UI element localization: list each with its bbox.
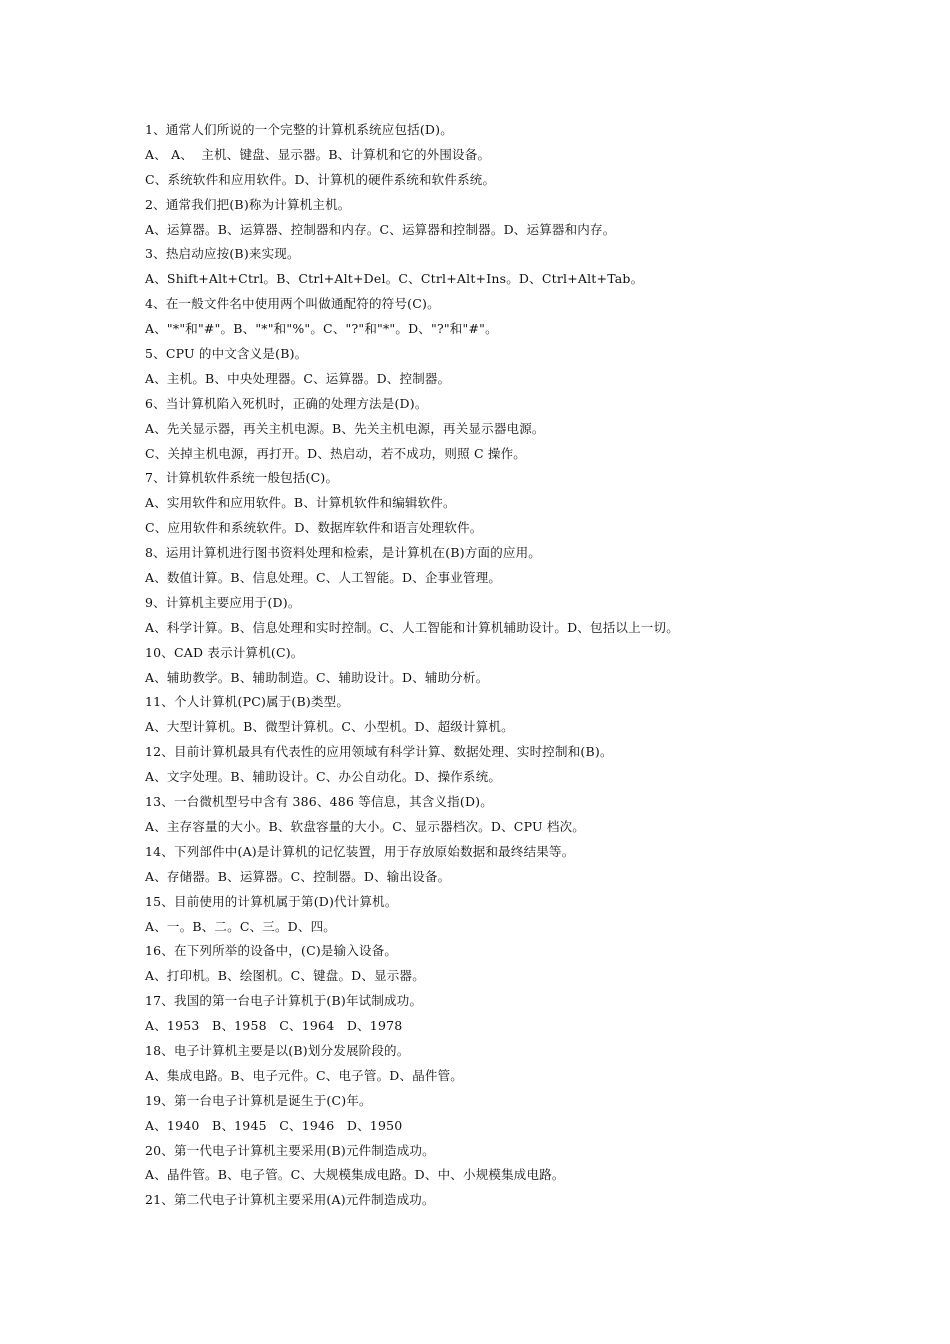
options-3: A、Shift+Alt+Ctrl。B、Ctrl+Alt+Del。C、Ctrl+Alt+Ins。D、Ctrl+Alt+Tab。 bbox=[145, 271, 644, 287]
question-8: 8、运用计算机进行图书资料处理和检索，是计算机在(B)方面的应用。 bbox=[145, 545, 541, 561]
options-14: A、存储器。B、运算器。C、控制器。D、输出设备。 bbox=[145, 868, 451, 884]
options-10: A、辅助教学。B、辅助制造。C、辅助设计。D、辅助分析。 bbox=[145, 669, 489, 685]
question-16: 16、在下列所举的设备中，(C)是输入设备。 bbox=[145, 943, 398, 959]
question-2: 2、通常我们把(B)称为计算机主机。 bbox=[145, 196, 351, 212]
question-13: 13、一台微机型号中含有 386、486 等信息，其含义指(D)。 bbox=[145, 794, 493, 810]
options-2: A、运算器。B、运算器、控制器和内存。C、运算器和控制器。D、运算器和内存。 bbox=[145, 221, 616, 237]
question-10: 10、CAD 表示计算机(C)。 bbox=[145, 644, 304, 660]
options-1b: C、系统软件和应用软件。D、计算机的硬件系统和软件系统。 bbox=[145, 171, 496, 187]
question-4: 4、在一般文件名中使用两个叫做通配符的符号(C)。 bbox=[145, 296, 440, 312]
question-14: 14、下列部件中(A)是计算机的记忆装置，用于存放原始数据和最终结果等。 bbox=[145, 843, 575, 859]
options-18: A、集成电路。B、电子元件。C、电子管。D、晶件管。 bbox=[145, 1067, 463, 1083]
options-16: A、打印机。B、绘图机。C、键盘。D、显示器。 bbox=[145, 968, 425, 984]
options-17: A、1953 B、1958 C、1964 D、1978 bbox=[145, 1018, 403, 1034]
options-19: A、1940 B、1945 C、1946 D、1950 bbox=[145, 1117, 403, 1133]
options-20: A、晶件管。B、电子管。C、大规模集成电路。D、中、小规模集成电路。 bbox=[145, 1167, 565, 1183]
question-6: 6、当计算机陷入死机时，正确的处理方法是(D)。 bbox=[145, 395, 428, 411]
question-18: 18、电子计算机主要是以(B)划分发展阶段的。 bbox=[145, 1042, 410, 1058]
question-21: 21、第二代电子计算机主要采用(A)元件制造成功。 bbox=[145, 1192, 435, 1208]
question-11: 11、个人计算机(PC)属于(B)类型。 bbox=[145, 694, 350, 710]
options-11: A、大型计算机。B、微型计算机。C、小型机。D、超级计算机。 bbox=[145, 719, 514, 735]
question-15: 15、目前使用的计算机属于第(D)代计算机。 bbox=[145, 893, 398, 909]
options-7b: C、应用软件和系统软件。D、数据库软件和语言处理软件。 bbox=[145, 520, 483, 536]
options-4: A、"*"和"#"。B、"*"和"%"。C、"?"和"*"。D、"?"和"#"。 bbox=[145, 321, 498, 337]
question-list bbox=[145, 118, 905, 1213]
options-7a: A、实用软件和应用软件。B、计算机软件和编辑软件。 bbox=[145, 495, 456, 511]
question-20: 20、第一代电子计算机主要采用(B)元件制造成功。 bbox=[145, 1142, 435, 1158]
question-7: 7、计算机软件系统一般包括(C)。 bbox=[145, 470, 339, 486]
options-6a: A、先关显示器，再关主机电源。B、先关主机电源，再关显示器电源。 bbox=[145, 420, 545, 436]
question-17: 17、我国的第一台电子计算机于(B)年试制成功。 bbox=[145, 993, 423, 1009]
options-6b: C、关掉主机电源，再打开。D、热启动，若不成功，则照 C 操作。 bbox=[145, 445, 526, 461]
options-8: A、数值计算。B、信息处理。C、人工智能。D、企事业管理。 bbox=[145, 570, 502, 586]
question-12: 12、目前计算机最具有代表性的应用领域有科学计算、数据处理、实时控制和(B)。 bbox=[145, 744, 613, 760]
question-19: 19、第一台电子计算机是诞生于(C)年。 bbox=[145, 1092, 372, 1108]
options-5: A、主机。B、中央处理器。C、运算器。D、控制器。 bbox=[145, 370, 451, 386]
question-9: 9、计算机主要应用于(D)。 bbox=[145, 594, 301, 610]
options-1a: A、 A、 主机、键盘、显示器。B、计算机和它的外围设备。 bbox=[145, 146, 491, 162]
options-12: A、文字处理。B、辅助设计。C、办公自动化。D、操作系统。 bbox=[145, 769, 502, 785]
question-5: 5、CPU 的中文含义是(B)。 bbox=[145, 346, 308, 362]
question-1: 1、通常人们所说的一个完整的计算机系统应包括(D)。 bbox=[145, 122, 453, 137]
options-13: A、主存容量的大小。B、软盘容量的大小。C、显示器档次。D、CPU 档次。 bbox=[145, 818, 585, 834]
options-9: A、科学计算。B、信息处理和实时控制。C、人工智能和计算机辅助设计。D、包括以上一切。 bbox=[145, 619, 679, 635]
question-3: 3、热启动应按(B)来实现。 bbox=[145, 246, 300, 262]
options-15: A、一。B、二。C、三。D、四。 bbox=[145, 918, 336, 934]
